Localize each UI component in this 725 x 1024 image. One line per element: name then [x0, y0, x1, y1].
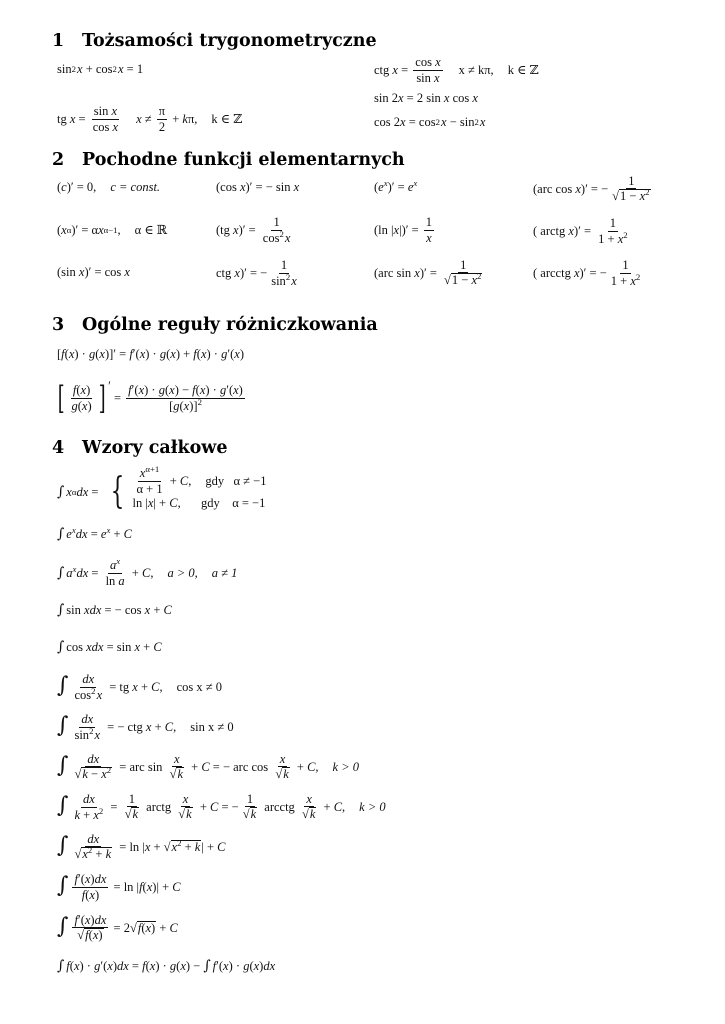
formula-derivative-arcsin: (arc sin x )′ = 1 $√1 - x^2$ [374, 257, 482, 288]
section-heading-2: 2 Pochodne funkcji elementarnych [52, 150, 405, 170]
formula-cotangent-definition: ctg x = cos x sin x x ≠ kπ, k ∈ ℤ [374, 55, 539, 85]
formula-integral-sqrt-derivative: ∫ f′(x)dx √f(x) = 2√ f(x) + C [57, 912, 178, 943]
formula-derivative-exp: ( $e^x$ )′ = $e^x$ [374, 177, 418, 194]
condition-k-positive: k > 0 [332, 759, 360, 774]
formula-derivative-arccos: (arc cos x )′ = − 1 $√1 - x^2$ [533, 173, 650, 204]
formula-integration-by-parts: ∫ f ( x ) · g ′( x ) dx = f ( x ) · g ( x ) − ∫ f ′( x ) · g ( x ) dx [57, 958, 276, 974]
condition-c-constant: c = const. [110, 179, 161, 194]
formula-derivative-arccot: ( arcctg x )′ = − 1 $1 + x^2$ [533, 258, 641, 288]
condition-alpha-real: α ∈ ℝ [134, 223, 168, 237]
condition-a-positive: a > 0, [167, 565, 198, 580]
formula-tangent-definition: tg x = sin x cos x x ≠ π 2 + k π, k ∈ ℤ [57, 104, 243, 134]
formula-product-rule: [ f ( x ) · g ( x )]′ = f ′( x ) · g ( x ) + f ( x ) · g ′( x ) [57, 346, 244, 361]
condition-k-integer: k ∈ ℤ [211, 112, 243, 126]
condition-word-when: gdy [200, 495, 220, 510]
condition-alpha-not-minus-one: α ≠ −1 [233, 473, 267, 488]
condition-cos-nonzero: cos x ≠ 0 [176, 679, 223, 694]
condition-a-not-one: a ≠ 1 [211, 565, 238, 580]
formula-cos-double-angle: cos 2 x = cos 2 x − sin 2 x [374, 114, 486, 129]
formula-derivative-arctan: ( arctg x )′ = 1 $1 + x^2$ [533, 216, 628, 246]
formula-derivative-tan: (tg x )′ = 1 $\cos^2$ x [216, 215, 291, 245]
formula-sin-double-angle: sin 2 x = 2 sin x cos x [374, 90, 478, 105]
condition-alpha-minus-one: α = −1 [232, 495, 266, 510]
formula-derivative-sin: (sin x )′ = cos x [57, 264, 130, 279]
section-heading-3: 3 Ogólne reguły różniczkowania [52, 315, 378, 335]
formula-integral-log-derivative: ∫ f′(x)dx f(x) = ln | f ( x )| + C [57, 872, 181, 902]
formula-integral-sec-squared: ∫ dx $\cos^2$ x = tg x + C , cos x ≠ 0 [57, 672, 223, 702]
formula-integral-a-power-x: ∫ $a^xdx$ = $a^x$ ln a + C , a > 0, a ≠ 1 [57, 555, 238, 588]
formula-integral-sin: ∫ sin xdx = − cos x + C [57, 602, 172, 618]
condition-sin-nonzero: sin x ≠ 0 [190, 719, 234, 734]
formula-derivative-cot: ctg x )′ = − 1 $\sin^2$ x [216, 258, 297, 288]
formula-integral-power: ∫ x α dx = { $x^{\alpha+1}$ α + 1 + C , gdy α ≠ −1 ln | x | + C , gdy α = −1 [57, 463, 267, 512]
condition-k-integer: k ∈ ℤ [507, 63, 539, 77]
formula-pythagorean-identity: sin 2 x + cos 2 x = 1 [57, 61, 144, 76]
condition-k-positive: k > 0 [359, 799, 386, 814]
formula-integral-cos: ∫ cos xdx = sin x + C [57, 639, 162, 655]
formula-derivative-ln: (ln | x |)′ = 1 x [374, 215, 433, 245]
formula-quotient-rule: [ f(x) g(x) ] ′ = f′(x) · g(x) − f(x) · g′(x) $[g(x)]^2$ [57, 378, 243, 417]
formula-derivative-cos: (cos x )′ = − sin x [216, 179, 300, 194]
condition-x-not-kpi: x ≠ kπ, [458, 62, 494, 77]
section-heading-4: 4 Wzory całkowe [52, 438, 228, 458]
formula-derivative-power: ( x α )′ = α x α−1 , α ∈ ℝ [57, 222, 168, 237]
formula-derivative-constant: ( c )′ = 0, c = const. [57, 179, 161, 194]
formula-integral-arctan: ∫ dx $k + x^2$ = 1 √k arctg x √k + C = − 1 √k arcctg x √k + C , k > 0 [57, 791, 386, 822]
condition-word-when: gdy [205, 473, 225, 488]
formula-integral-arcsin: ∫ dx $√k - x^2$ = arc sin x √k + C = − arc cos x √k + C , k > 0 [57, 751, 360, 782]
formula-integral-exp: ∫ $e^xdx$ = $e^x$ + C [57, 524, 132, 542]
formula-integral-csc-squared: ∫ dx $\sin^2$ x = − ctg x + C , sin x ≠ 0 [57, 712, 234, 742]
section-heading-1: 1 Tożsamości trygonometryczne [52, 31, 377, 51]
formula-integral-ln-sqrt: ∫ dx $√x^2 + k$ = ln | x + √ $x^2 + k$ | + C [57, 831, 226, 862]
